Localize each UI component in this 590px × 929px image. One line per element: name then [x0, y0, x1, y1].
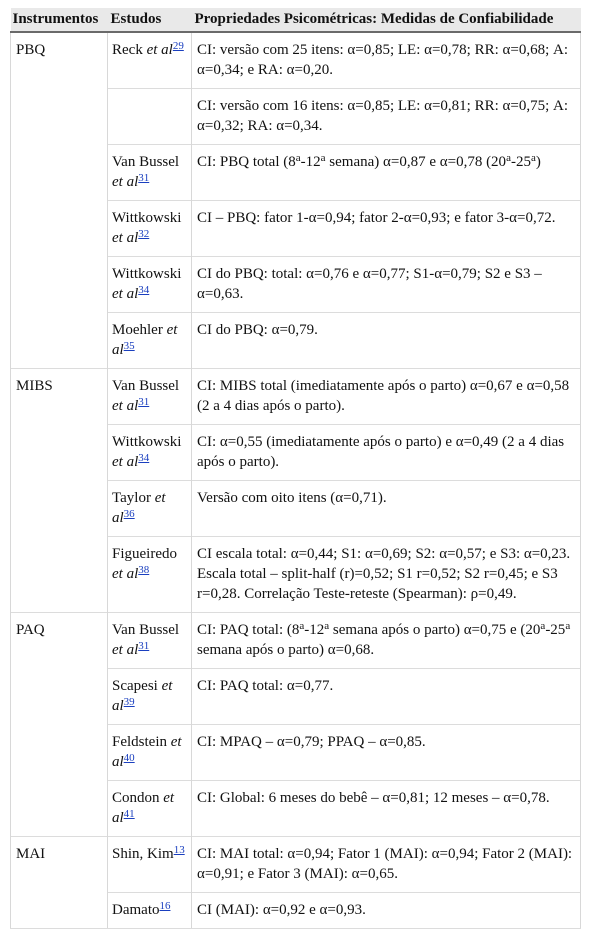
- reliability-cell: CI – PBQ: fator 1-α=0,94; fator 2-α=0,93; e fator 3-α=0,72.: [192, 201, 581, 257]
- header-propriedades: Propriedades Psicométricas: Medidas de Confiabilidade: [192, 8, 581, 32]
- study-cell: Damato$^{16}$: [108, 893, 192, 929]
- reference-link[interactable]: 31: [138, 396, 150, 408]
- reference-link[interactable]: 36: [123, 508, 135, 520]
- reference-link[interactable]: 40: [123, 752, 135, 764]
- study-cell: Condon et al$^{41}$: [108, 781, 192, 837]
- reference-link[interactable]: 38: [138, 564, 150, 576]
- reference-link[interactable]: 31: [138, 172, 150, 184]
- instrument-cell: MAI: [11, 837, 108, 929]
- reliability-cell: CI escala total: α=0,44; S1: α=0,69; S2: α=0,57; e S3: α=0,23. Escala total – split-half (r)=0,52; S1 r=0,52; S2 r=0,45; e S3 r=0,28. Correlação Teste-reteste (Spearman): ρ=0,49.: [192, 537, 581, 613]
- reference-link[interactable]: 31: [138, 640, 150, 652]
- header-instrumentos: Instrumentos: [11, 8, 108, 32]
- reliability-table: [10, 8, 581, 929]
- reliability-cell: CI: versão com 16 itens: α=0,85; LE: α=0,81; RR: α=0,75; A: α=0,32; RA: α=0,34.: [192, 89, 581, 145]
- reliability-cell: CI: MPAQ – α=0,79; PPAQ – α=0,85.: [192, 725, 581, 781]
- reference-link[interactable]: 13: [173, 844, 185, 856]
- study-cell: Wittkowski et al$^{32}$: [108, 201, 192, 257]
- study-cell: Wittkowski et al$^{34}$: [108, 425, 192, 481]
- reference-link[interactable]: 29: [172, 40, 184, 52]
- table-row: [11, 613, 581, 669]
- study-cell: Van Bussel et al$^{31}$: [108, 369, 192, 425]
- table-row: [11, 369, 581, 425]
- instrument-cell: PBQ: [11, 32, 108, 369]
- reliability-cell: CI: α=0,55 (imediatamente após o parto) e α=0,49 (2 a 4 dias após o parto).: [192, 425, 581, 481]
- instrument-cell: PAQ: [11, 613, 108, 837]
- reliability-cell: CI: PAQ total: α=0,77.: [192, 669, 581, 725]
- reference-link[interactable]: 34: [138, 452, 150, 464]
- reliability-cell: Versão com oito itens (α=0,71).: [192, 481, 581, 537]
- reliability-cell: CI: versão com 25 itens: α=0,85; LE: α=0,78; RR: α=0,68; A: α=0,34; e RA: α=0,20.: [192, 32, 581, 89]
- table-row: [11, 837, 581, 893]
- study-cell: Moehler et al$^{35}$: [108, 313, 192, 369]
- reliability-cell: CI: PBQ total (8$^a$-12$^a$ semana) α=0,87 e α=0,78 (20$^a$-25$^a$): [192, 145, 581, 201]
- reference-link[interactable]: 39: [123, 696, 135, 708]
- reliability-cell: CI do PBQ: α=0,79.: [192, 313, 581, 369]
- study-cell: Figueiredo et al$^{38}$: [108, 537, 192, 613]
- study-cell: Van Bussel et al$^{31}$: [108, 145, 192, 201]
- table-row: [11, 32, 581, 89]
- study-cell: Taylor et al$^{36}$: [108, 481, 192, 537]
- study-cell: Van Bussel et al$^{31}$: [108, 613, 192, 669]
- reference-link[interactable]: 41: [123, 808, 135, 820]
- reference-link[interactable]: 32: [138, 228, 150, 240]
- reference-link[interactable]: 16: [159, 900, 171, 912]
- table-header-row: [11, 8, 581, 32]
- reliability-cell: CI: PAQ total: (8$^a$-12$^a$ semana após o parto) α=0,75 e (20$^a$-25$^a$ semana após o parto) α=0,68.: [192, 613, 581, 669]
- instrument-cell: MIBS: [11, 369, 108, 613]
- reliability-cell: CI (MAI): α=0,92 e α=0,93.: [192, 893, 581, 929]
- study-cell: Shin, Kim$^{13}$: [108, 837, 192, 893]
- header-estudos: Estudos: [108, 8, 192, 32]
- reliability-cell: CI: MIBS total (imediatamente após o parto) α=0,67 e α=0,58 (2 a 4 dias após o parto).: [192, 369, 581, 425]
- reference-link[interactable]: 35: [123, 340, 135, 352]
- study-cell: Feldstein et al$^{40}$: [108, 725, 192, 781]
- reference-link[interactable]: 34: [138, 284, 150, 296]
- study-cell: Reck et al$^{29}$: [108, 32, 192, 89]
- study-cell: Wittkowski et al$^{34}$: [108, 257, 192, 313]
- study-cell: [108, 89, 192, 145]
- reliability-cell: CI: MAI total: α=0,94; Fator 1 (MAI): α=0,94; Fator 2 (MAI): α=0,91; e Fator 3 (MAI): α=0,65.: [192, 837, 581, 893]
- reliability-cell: CI do PBQ: total: α=0,76 e α=0,77; S1-α=0,79; S2 e S3 – α=0,63.: [192, 257, 581, 313]
- reliability-cell: CI: Global: 6 meses do bebê – α=0,81; 12 meses – α=0,78.: [192, 781, 581, 837]
- study-cell: Scapesi et al$^{39}$: [108, 669, 192, 725]
